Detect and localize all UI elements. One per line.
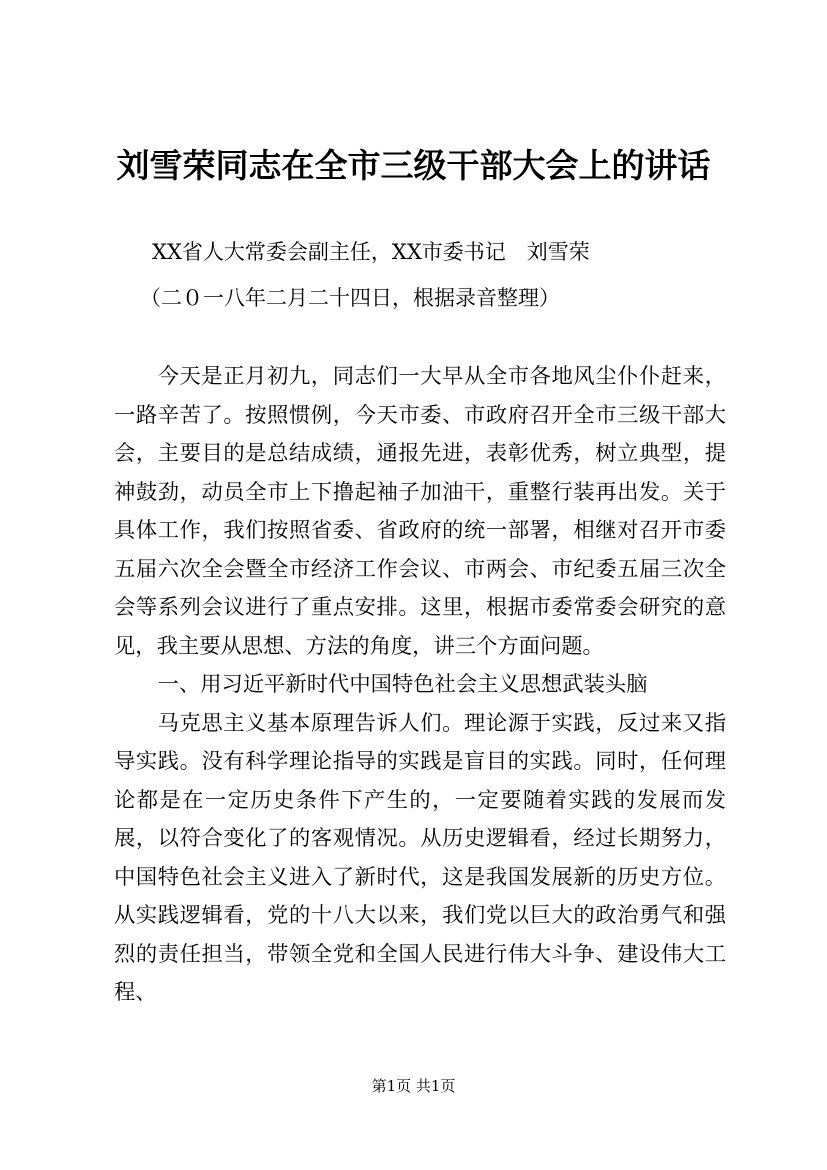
page-title: 刘雪荣同志在全市三级干部大会上的讲话 bbox=[116, 146, 711, 185]
speech-body bbox=[114, 358, 726, 1013]
page-footer: 第1页 共1页 bbox=[371, 1077, 456, 1095]
section-heading-1: 一、用习近平新时代中国特色社会主义思想武装头脑 bbox=[157, 672, 648, 697]
paragraph-intro: 今天是正月初九，同志们一大早从全市各地风尘仆仆赶来，一路辛苦了。按照惯例，今天市委、市政府召开全市三级干部大会，主要目的是总结成绩，通报先进，表彰优秀，树立典型，提神鼓劲，动员全市上下撸起袖子加油干，重整行装再出发。关于具体工作，我们按照省委、省政府的统一部署，相继对召开市委五届六次全会暨全市经济工作会议、市两会、市纪委五届三次全会等系列会议进行了重点安排。这里，根据市委常委会研究的意见，我主要从思想、方法的角度，讲三个方面问题。 bbox=[114, 364, 726, 659]
paragraph-section-1: 马克思主义基本原理告诉人们。理论源于实践，反过来又指导实践。没有科学理论指导的实践是盲目的实践。同时，任何理论都是在一定历史条件下产生的，一定要随着实践的发展而发展，以符合变化了的客观情况。从历史逻辑看，经过长期努力，中国特色社会主义进入了新时代，这是我国发展新的历史方位。从实践逻辑看，党的十八大以来，我们党以巨大的政治勇气和强烈的责任担当，带领全党和全国人民进行伟大斗争、建设伟大工程、 bbox=[114, 710, 726, 1005]
speech-dateline: （二０一八年二月二十四日，根据录音整理） bbox=[140, 286, 560, 310]
speaker-byline: XX省人大常委会副主任，XX市委书记 刘雪荣 bbox=[152, 240, 590, 264]
